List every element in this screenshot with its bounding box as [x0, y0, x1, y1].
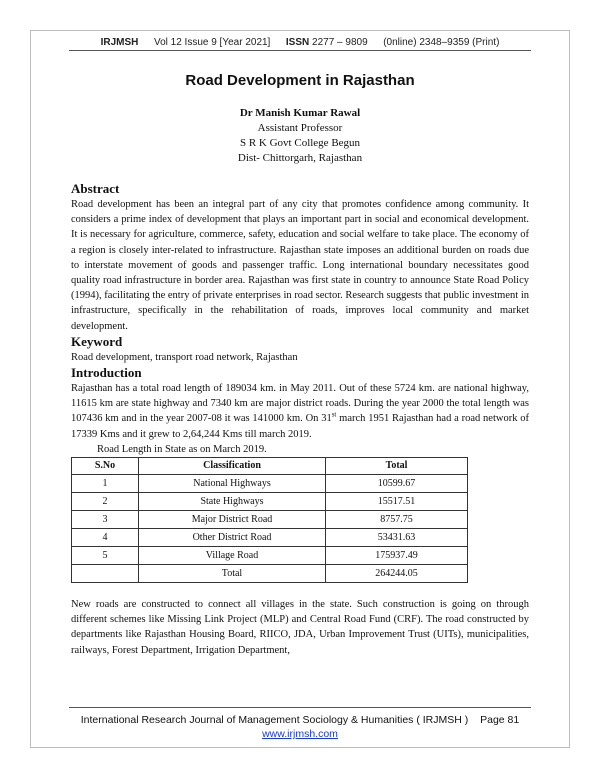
abstract-text: Road development has been an integral part of any city that promotes confidence among community. It considers a prime index of development that plays an important part in social and economical development. It is necessary for agriculture, commerce, safety, education and social welfare to take place. The economy of a region is closely inter-related to infrastructure. Rajasthan state imposes an additional burden on roads due to interstate movement of goods and passenger traffic. Long international boundary necessitates good quality road infrastructure in border area. Rajasthan was first state in country to announce State Road Policy (1994), facilitating the entry of private enterprises in road sector. Research suggests that public investment in infrastructure, specifically in the rehabilitation of roads, improves local community and market development. — [71, 199, 529, 332]
table-row — [72, 529, 468, 547]
issn-label: ISSN — [285, 37, 310, 48]
running-header — [0, 37, 600, 48]
cell-total: 53431.63 — [326, 529, 468, 547]
table-row — [72, 493, 468, 511]
table-row — [72, 475, 468, 493]
road-length-table — [71, 457, 468, 583]
cell-sno: 2 — [72, 493, 139, 511]
page-footer — [0, 713, 600, 741]
cell-classification: Village Road — [139, 547, 326, 565]
header-rule — [69, 50, 531, 51]
footer-rule — [69, 707, 531, 708]
footer-journal-line — [0, 713, 600, 727]
cell-sno: 3 — [72, 511, 139, 529]
cell-classification: Other District Road — [139, 529, 326, 547]
closing-paragraph: New roads are constructed to connect all villages in the state. Such construction is going on through different schemes like Missing Link Project (MLP) and Central Road Fund (CRF). The road constructed by departments like Rajasthan Housing Board, RIICO, JDA, Urban Improvement Trust (UITs), municipalities, railways, Forest Department, Irrigation Department, — [71, 599, 529, 656]
cell-classification: National Highways — [139, 475, 326, 493]
author-block — [0, 106, 600, 166]
cell-classification: Total — [139, 565, 326, 583]
table-header-row — [72, 458, 468, 475]
abstract-heading: Abstract — [71, 181, 120, 196]
cell-total: 8757.75 — [326, 511, 468, 529]
paper-title: Road Development in Rajasthan — [185, 72, 415, 89]
introduction-text — [71, 381, 529, 442]
col-header-classification: Classification — [139, 458, 326, 475]
intro-superscript: st — [331, 410, 337, 419]
page-number: Page 81 — [480, 714, 520, 726]
col-header-total: Total — [326, 458, 468, 475]
issn-print: (0nline) 2348–9359 (Print) — [383, 37, 500, 48]
author-location: Dist- Chittorgarh, Rajasthan — [237, 152, 363, 164]
table-caption: Road Length in State as on March 2019. — [97, 443, 267, 455]
cell-total: 10599.67 — [326, 475, 468, 493]
keyword-heading: Keyword — [71, 333, 123, 349]
cell-total: 264244.05 — [326, 565, 468, 583]
cell-sno: 5 — [72, 547, 139, 565]
author-name: Dr Manish Kumar Rawal — [239, 107, 361, 119]
table-row — [72, 511, 468, 529]
cell-classification: Major District Road — [139, 511, 326, 529]
cell-sno: 4 — [72, 529, 139, 547]
paper-body — [71, 181, 529, 658]
keyword-text: Road development, transport road network, Rajasthan — [71, 351, 298, 363]
journal-website-link[interactable]: www.irjmsh.com — [262, 728, 338, 740]
introduction-heading: Introduction — [71, 365, 142, 381]
footer-journal-name: International Research Journal of Management Sociology & Humanities ( IRJMSH ) — [80, 714, 469, 726]
volume-info: Vol 12 Issue 9 [Year 2021] — [153, 37, 271, 48]
cell-sno: 1 — [72, 475, 139, 493]
cell-sno — [72, 565, 139, 583]
table-row — [72, 547, 468, 565]
author-position: Assistant Professor — [257, 122, 343, 134]
cell-classification: State Highways — [139, 493, 326, 511]
cell-total: 15517.51 — [326, 493, 468, 511]
journal-abbrev: IRJMSH — [100, 37, 139, 48]
intro-text-part2: march 1951 Rajasthan had a road network of 17339 Kms and it grew to 2,64,244 Kms till march 2019. — [71, 413, 529, 440]
intro-text-part1: Rajasthan has a total road length of 189034 km. in May 2011. Out of these 5724 km. are national highway, 11615 km are state highway and 7340 km are major district roads. During the year 2000 the total length was 107436 km and in the year 2007-08 it was 141000 km. On 31 — [71, 383, 529, 425]
col-header-sno: S.No — [72, 458, 139, 475]
author-college: S R K Govt College Begun — [239, 137, 361, 149]
table-total-row — [72, 565, 468, 583]
cell-total: 175937.49 — [326, 547, 468, 565]
issn-online: 2277 – 9809 — [312, 37, 368, 48]
